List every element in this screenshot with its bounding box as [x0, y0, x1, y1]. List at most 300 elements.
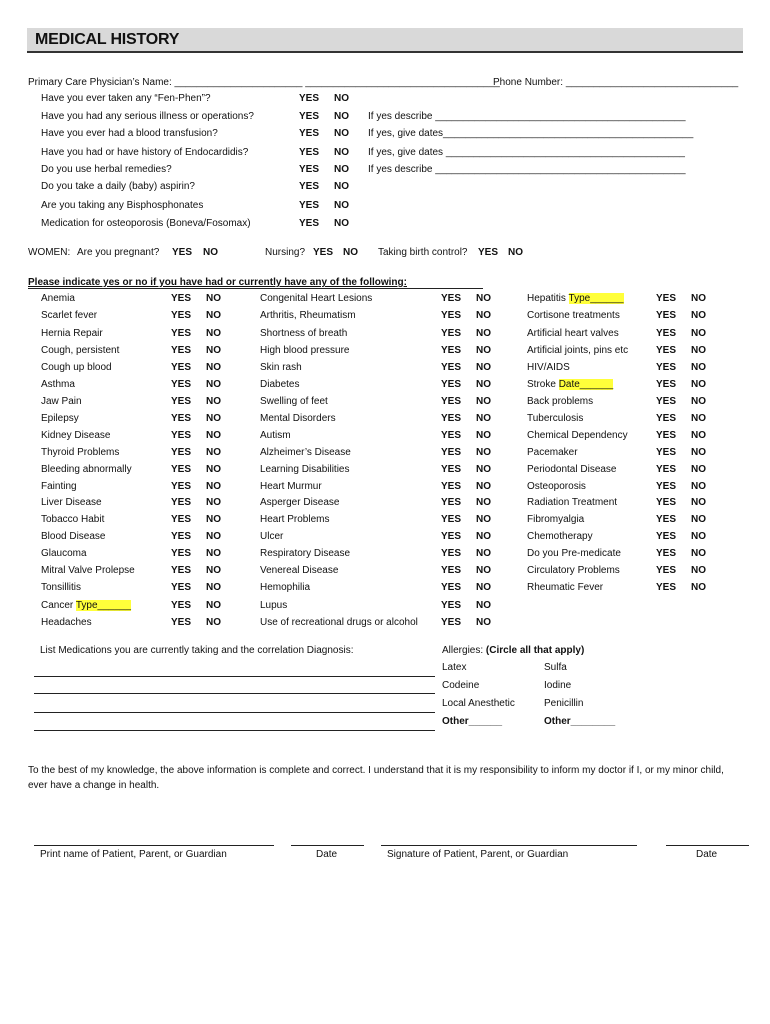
condition-no[interactable]: NO — [206, 582, 221, 593]
condition-item — [260, 345, 350, 357]
condition-no[interactable]: NO — [206, 600, 221, 611]
allergy-local-anesthetic[interactable]: Local Anesthetic — [442, 698, 515, 709]
condition-item — [260, 447, 351, 459]
condition-item — [527, 310, 620, 322]
history-yes[interactable]: YES — [299, 200, 320, 211]
history-yes[interactable]: YES — [299, 128, 320, 139]
condition-yes[interactable]: YES — [171, 310, 192, 321]
print-name-label: Print name of Patient, Parent, or Guardian — [40, 849, 227, 860]
condition-no[interactable]: NO — [206, 617, 221, 628]
date-line-2[interactable] — [666, 845, 749, 846]
allergy-iodine[interactable]: Iodine — [544, 680, 572, 691]
condition-yes[interactable]: YES — [171, 514, 192, 525]
condition-name: Kidney Disease — [41, 430, 111, 441]
condition-name: Heart Problems — [260, 514, 330, 525]
history-question: Do you take a daily (baby) aspirin? — [41, 181, 195, 192]
condition-yes[interactable]: YES — [441, 413, 462, 424]
condition-yes[interactable]: YES — [441, 548, 462, 559]
history-yes[interactable]: YES — [299, 93, 320, 104]
condition-yes[interactable]: YES — [441, 497, 462, 508]
condition-no[interactable]: NO — [691, 430, 706, 441]
medications-label: List Medications you are currently taking and the correlation Diagnosis: — [40, 645, 354, 656]
condition-yes[interactable]: YES — [656, 413, 677, 424]
allergy-latex[interactable]: Latex — [442, 662, 467, 673]
condition-yes[interactable]: YES — [441, 328, 462, 339]
condition-name: Learning Disabilities — [260, 464, 350, 475]
allergy-other-2[interactable]: Other________ — [544, 716, 616, 727]
condition-yes[interactable]: YES — [441, 396, 462, 407]
condition-name: Circulatory Problems — [527, 565, 620, 576]
condition-no[interactable]: NO — [476, 396, 491, 407]
condition-name: Tonsillitis — [41, 582, 82, 593]
condition-yes[interactable]: YES — [171, 464, 192, 475]
condition-yes[interactable]: YES — [171, 362, 192, 373]
condition-no[interactable]: NO — [206, 531, 221, 542]
condition-name: Stroke — [527, 379, 556, 390]
pregnant-question: Are you pregnant? — [77, 247, 160, 258]
birth-control-question: Taking birth control? — [378, 247, 468, 258]
condition-name: Artificial joints, pins etc — [527, 345, 629, 356]
condition-name: Congenital Heart Lesions — [260, 293, 373, 304]
condition-item — [41, 430, 110, 442]
condition-no[interactable]: NO — [691, 481, 706, 492]
condition-item — [41, 310, 97, 322]
condition-name: Arthritis, Rheumatism — [260, 310, 356, 321]
history-question: Are you taking any Bisphosphonates — [41, 200, 204, 211]
condition-no[interactable]: NO — [691, 447, 706, 458]
condition-name: Headaches — [41, 617, 92, 628]
condition-item — [260, 617, 418, 629]
condition-detail-field[interactable]: Date______ — [558, 379, 614, 390]
condition-no[interactable]: NO — [691, 413, 706, 424]
history-question: Have you had or have history of Endocardidis? — [41, 147, 249, 158]
medication-line-4[interactable] — [34, 730, 435, 731]
condition-item — [527, 379, 613, 391]
condition-no[interactable]: NO — [476, 345, 491, 356]
condition-no[interactable]: NO — [476, 617, 491, 628]
nursing-question: Nursing? — [265, 247, 306, 258]
condition-item — [41, 379, 75, 391]
condition-yes[interactable]: YES — [441, 600, 462, 611]
condition-no[interactable]: NO — [691, 345, 706, 356]
condition-name: Use of recreational drugs or alcohol — [260, 617, 418, 628]
condition-yes[interactable]: YES — [441, 464, 462, 475]
condition-yes[interactable]: YES — [441, 481, 462, 492]
condition-item — [260, 396, 328, 408]
phone-number-field[interactable]: Phone Number: _______________________________ — [493, 77, 739, 88]
condition-name: Swelling of feet — [260, 396, 328, 407]
condition-name: Scarlet fever — [41, 310, 98, 321]
physician-name-field[interactable]: Primary Care Physician’s Name: _______________________ ___________________________________ — [28, 77, 500, 88]
condition-item — [41, 565, 135, 577]
condition-no[interactable]: NO — [476, 481, 491, 492]
condition-item — [260, 328, 347, 340]
medication-line-1[interactable] — [34, 676, 435, 677]
history-no[interactable]: NO — [334, 200, 349, 211]
condition-name: Respiratory Disease — [260, 548, 351, 559]
condition-no[interactable]: NO — [691, 514, 706, 525]
history-followup[interactable]: If yes describe _____________________________________________ — [368, 111, 686, 122]
condition-no[interactable]: NO — [691, 531, 706, 542]
condition-yes[interactable]: YES — [171, 565, 192, 576]
history-no[interactable]: NO — [334, 147, 349, 158]
condition-item — [527, 362, 570, 374]
condition-no[interactable]: NO — [691, 565, 706, 576]
condition-item — [527, 345, 628, 357]
condition-name: Diabetes — [260, 379, 300, 390]
condition-no[interactable]: NO — [206, 379, 221, 390]
condition-yes[interactable]: YES — [656, 531, 677, 542]
history-no[interactable]: NO — [334, 93, 349, 104]
condition-name: Tuberculosis — [527, 413, 584, 424]
condition-item — [260, 565, 338, 577]
condition-no[interactable]: NO — [206, 447, 221, 458]
condition-yes[interactable]: YES — [656, 379, 677, 390]
condition-detail-field[interactable]: Type______ — [568, 293, 624, 304]
condition-name: Bleeding abnormally — [41, 464, 132, 475]
condition-yes[interactable]: YES — [656, 345, 677, 356]
condition-name: Hernia Repair — [41, 328, 103, 339]
history-yes[interactable]: YES — [299, 111, 320, 122]
condition-no[interactable]: NO — [206, 548, 221, 559]
condition-item — [260, 497, 339, 509]
history-yes[interactable]: YES — [299, 164, 320, 175]
condition-item — [41, 514, 104, 526]
condition-yes[interactable]: YES — [171, 582, 192, 593]
condition-yes[interactable]: YES — [171, 617, 192, 628]
condition-name: Thyroid Problems — [41, 447, 120, 458]
condition-no[interactable]: NO — [476, 464, 491, 475]
condition-no[interactable]: NO — [206, 328, 221, 339]
history-followup[interactable]: If yes, give dates_____________________________________________ — [368, 128, 694, 139]
history-followup[interactable]: If yes describe _____________________________________________ — [368, 164, 686, 175]
condition-no[interactable]: NO — [691, 582, 706, 593]
condition-item — [41, 617, 92, 629]
condition-name: Cough up blood — [41, 362, 112, 373]
condition-no[interactable]: NO — [206, 565, 221, 576]
condition-yes[interactable]: YES — [656, 447, 677, 458]
condition-item — [41, 531, 105, 543]
history-no[interactable]: NO — [334, 111, 349, 122]
condition-name: High blood pressure — [260, 345, 350, 356]
history-no[interactable]: NO — [334, 128, 349, 139]
condition-no[interactable]: NO — [206, 362, 221, 373]
condition-no[interactable]: NO — [691, 293, 706, 304]
condition-yes[interactable]: YES — [171, 430, 192, 441]
condition-yes[interactable]: YES — [441, 310, 462, 321]
condition-item — [41, 481, 77, 493]
allergy-codeine[interactable]: Codeine — [442, 680, 480, 691]
condition-yes[interactable]: YES — [441, 617, 462, 628]
condition-no[interactable]: NO — [206, 413, 221, 424]
condition-item — [260, 600, 287, 612]
date-label-1: Date — [316, 849, 338, 860]
condition-name: Fibromyalgia — [527, 514, 585, 525]
condition-item — [527, 548, 621, 560]
condition-yes[interactable]: YES — [171, 497, 192, 508]
condition-no[interactable]: NO — [476, 413, 491, 424]
conditions-header: Please indicate yes or no if you have had or currently have any of the following: — [28, 277, 407, 288]
condition-item — [260, 362, 302, 374]
condition-yes[interactable]: YES — [171, 293, 192, 304]
condition-name: Rheumatic Fever — [527, 582, 604, 593]
condition-yes[interactable]: YES — [656, 396, 677, 407]
condition-no[interactable]: NO — [691, 362, 706, 373]
condition-item — [260, 413, 336, 425]
condition-name: Lupus — [260, 600, 288, 611]
condition-name: Epilepsy — [41, 413, 79, 424]
condition-item — [41, 548, 87, 560]
condition-item — [527, 413, 583, 425]
condition-no[interactable]: NO — [206, 464, 221, 475]
condition-name: Chemotherapy — [527, 531, 593, 542]
condition-item — [260, 293, 372, 305]
condition-yes[interactable]: YES — [171, 379, 192, 390]
condition-name: Periodontal Disease — [527, 464, 617, 475]
date-line-1[interactable] — [291, 845, 364, 846]
condition-name: Heart Murmur — [260, 481, 322, 492]
condition-yes[interactable]: YES — [656, 481, 677, 492]
condition-yes[interactable]: YES — [656, 430, 677, 441]
condition-yes[interactable]: YES — [656, 514, 677, 525]
history-question: Have you ever taken any “Fen-Phen”? — [41, 93, 211, 104]
history-yes[interactable]: YES — [299, 147, 320, 158]
condition-name: Jaw Pain — [41, 396, 82, 407]
condition-item — [527, 447, 578, 459]
condition-item — [260, 531, 283, 543]
condition-item — [41, 362, 112, 374]
condition-yes[interactable]: YES — [171, 328, 192, 339]
condition-item — [527, 464, 617, 476]
condition-yes[interactable]: YES — [656, 293, 677, 304]
condition-yes[interactable]: YES — [171, 531, 192, 542]
condition-item — [527, 430, 628, 442]
condition-no[interactable]: NO — [691, 310, 706, 321]
condition-name: Mitral Valve Prolepse — [41, 565, 135, 576]
condition-no[interactable]: NO — [206, 481, 221, 492]
history-question: Do you use herbal remedies? — [41, 164, 172, 175]
condition-name: Hemophilia — [260, 582, 311, 593]
condition-name: Alzheimer’s Disease — [260, 447, 351, 458]
condition-item — [41, 600, 131, 612]
allergies-label-text: Allergies: — [442, 645, 484, 656]
condition-yes[interactable]: YES — [171, 413, 192, 424]
condition-no[interactable]: NO — [691, 497, 706, 508]
nursing-yes[interactable]: YES — [313, 247, 334, 258]
history-yes[interactable]: YES — [299, 181, 320, 192]
condition-yes[interactable]: YES — [441, 582, 462, 593]
condition-item — [260, 582, 310, 594]
condition-item — [260, 481, 322, 493]
condition-name: Shortness of breath — [260, 328, 348, 339]
condition-name: Cortisone treatments — [527, 310, 620, 321]
condition-yes[interactable]: YES — [656, 548, 677, 559]
condition-name: Anemia — [41, 293, 75, 304]
condition-no[interactable]: NO — [476, 430, 491, 441]
condition-yes[interactable]: YES — [656, 565, 677, 576]
condition-item — [527, 481, 586, 493]
allergy-penicillin[interactable]: Penicillin — [544, 698, 584, 709]
condition-yes[interactable]: YES — [171, 396, 192, 407]
condition-item — [260, 310, 356, 322]
condition-item — [260, 464, 350, 476]
condition-name: Hepatitis — [527, 293, 566, 304]
condition-no[interactable]: NO — [476, 293, 491, 304]
condition-item — [260, 548, 350, 560]
condition-name: Asperger Disease — [260, 497, 340, 508]
condition-yes[interactable]: YES — [441, 430, 462, 441]
condition-no[interactable]: NO — [206, 497, 221, 508]
condition-item — [260, 514, 329, 526]
history-no[interactable]: NO — [334, 218, 349, 229]
condition-name: Skin rash — [260, 362, 302, 373]
condition-yes[interactable]: YES — [441, 514, 462, 525]
condition-name: Osteoporosis — [527, 481, 586, 492]
birth-control-yes[interactable]: YES — [478, 247, 499, 258]
women-label: WOMEN: — [28, 247, 71, 258]
condition-yes[interactable]: YES — [656, 582, 677, 593]
history-question: Have you ever had a blood transfusion? — [41, 128, 218, 139]
condition-name: Do you Pre-medicate — [527, 548, 621, 559]
pregnant-yes[interactable]: YES — [172, 247, 193, 258]
condition-item — [527, 293, 624, 305]
condition-name: Asthma — [41, 379, 75, 390]
condition-yes[interactable]: YES — [656, 310, 677, 321]
condition-yes[interactable]: YES — [171, 345, 192, 356]
condition-item — [41, 497, 102, 509]
condition-no[interactable]: NO — [206, 345, 221, 356]
condition-no[interactable]: NO — [476, 310, 491, 321]
condition-no[interactable]: NO — [476, 600, 491, 611]
pregnant-no[interactable]: NO — [203, 247, 218, 258]
condition-item — [41, 464, 132, 476]
condition-yes[interactable]: YES — [656, 464, 677, 475]
title-bar — [27, 28, 743, 53]
condition-yes[interactable]: YES — [171, 447, 192, 458]
condition-name: Fainting — [41, 481, 77, 492]
header-underline — [28, 288, 483, 289]
attestation-statement: To the best of my knowledge, the above information is complete and correct. I understand that it is my responsibility to inform my doctor if I, or my minor child, ever have a change in health. — [28, 765, 724, 791]
condition-no[interactable]: NO — [691, 396, 706, 407]
condition-no[interactable]: NO — [476, 328, 491, 339]
history-yes[interactable]: YES — [299, 218, 320, 229]
condition-no[interactable]: NO — [206, 293, 221, 304]
condition-yes[interactable]: YES — [171, 548, 192, 559]
condition-name: Radiation Treatment — [527, 497, 618, 508]
condition-no[interactable]: NO — [476, 447, 491, 458]
condition-no[interactable]: NO — [476, 497, 491, 508]
condition-item — [41, 582, 81, 594]
history-followup[interactable]: If yes, give dates ___________________________________________ — [368, 147, 685, 158]
nursing-no[interactable]: NO — [343, 247, 358, 258]
condition-yes[interactable]: YES — [441, 379, 462, 390]
condition-name: Cough, persistent — [41, 345, 120, 356]
condition-yes[interactable]: YES — [171, 481, 192, 492]
allergies-note: (Circle all that apply) — [485, 645, 585, 656]
history-question: Have you had any serious illness or operations? — [41, 111, 254, 122]
condition-no[interactable]: NO — [476, 582, 491, 593]
condition-yes[interactable]: YES — [441, 345, 462, 356]
condition-name: Chemical Dependency — [527, 430, 628, 441]
condition-item — [527, 396, 593, 408]
print-name-line[interactable] — [34, 845, 274, 846]
condition-item — [41, 293, 75, 305]
history-question: Medication for osteoporosis (Boneva/Fosomax) — [41, 218, 251, 229]
condition-yes[interactable]: YES — [171, 600, 192, 611]
condition-no[interactable]: NO — [691, 328, 706, 339]
condition-item — [41, 328, 103, 340]
condition-yes[interactable]: YES — [441, 565, 462, 576]
page-title: MEDICAL HISTORY — [35, 31, 180, 48]
condition-item — [41, 345, 119, 357]
condition-item — [41, 396, 82, 408]
condition-name: Cancer — [41, 600, 74, 611]
condition-item — [527, 582, 603, 594]
condition-no[interactable]: NO — [691, 379, 706, 390]
condition-no[interactable]: NO — [476, 565, 491, 576]
condition-no[interactable]: NO — [476, 362, 491, 373]
condition-no[interactable]: NO — [206, 396, 221, 407]
condition-name: Blood Disease — [41, 531, 106, 542]
condition-detail-field[interactable]: Type______ — [75, 600, 131, 611]
condition-yes[interactable]: YES — [441, 531, 462, 542]
condition-no[interactable]: NO — [206, 430, 221, 441]
birth-control-no[interactable]: NO — [508, 247, 523, 258]
condition-item — [527, 497, 617, 509]
condition-item — [527, 328, 619, 340]
medication-line-2[interactable] — [34, 693, 435, 694]
allergies-label — [442, 645, 584, 657]
condition-item — [41, 447, 119, 459]
date-label-2: Date — [696, 849, 718, 860]
history-no[interactable]: NO — [334, 164, 349, 175]
allergy-sulfa[interactable]: Sulfa — [544, 662, 567, 673]
signature-label: Signature of Patient, Parent, or Guardian — [387, 849, 569, 860]
condition-name: Liver Disease — [41, 497, 102, 508]
condition-item — [41, 413, 79, 425]
condition-no[interactable]: NO — [206, 514, 221, 525]
medication-line-3[interactable] — [34, 712, 435, 713]
condition-yes[interactable]: YES — [656, 497, 677, 508]
condition-name: Back problems — [527, 396, 594, 407]
condition-no[interactable]: NO — [691, 464, 706, 475]
history-no[interactable]: NO — [334, 181, 349, 192]
condition-yes[interactable]: YES — [656, 362, 677, 373]
condition-name: Pacemaker — [527, 447, 578, 458]
allergy-other-1[interactable]: Other______ — [442, 716, 503, 727]
signature-line[interactable] — [381, 845, 637, 846]
condition-no[interactable]: NO — [476, 514, 491, 525]
condition-name: Glaucoma — [41, 548, 87, 559]
condition-item — [260, 430, 291, 442]
condition-name: Venereal Disease — [260, 565, 339, 576]
condition-item — [527, 565, 620, 577]
condition-name: Mental Disorders — [260, 413, 336, 424]
condition-no[interactable]: NO — [476, 531, 491, 542]
condition-name: HIV/AIDS — [527, 362, 570, 373]
condition-yes[interactable]: YES — [441, 447, 462, 458]
condition-no[interactable]: NO — [691, 548, 706, 559]
condition-no[interactable]: NO — [206, 310, 221, 321]
condition-name: Ulcer — [260, 531, 284, 542]
condition-yes[interactable]: YES — [441, 362, 462, 373]
condition-no[interactable]: NO — [476, 379, 491, 390]
condition-name: Artificial heart valves — [527, 328, 619, 339]
condition-item — [527, 514, 584, 526]
condition-yes[interactable]: YES — [656, 328, 677, 339]
condition-no[interactable]: NO — [476, 548, 491, 559]
condition-yes[interactable]: YES — [441, 293, 462, 304]
